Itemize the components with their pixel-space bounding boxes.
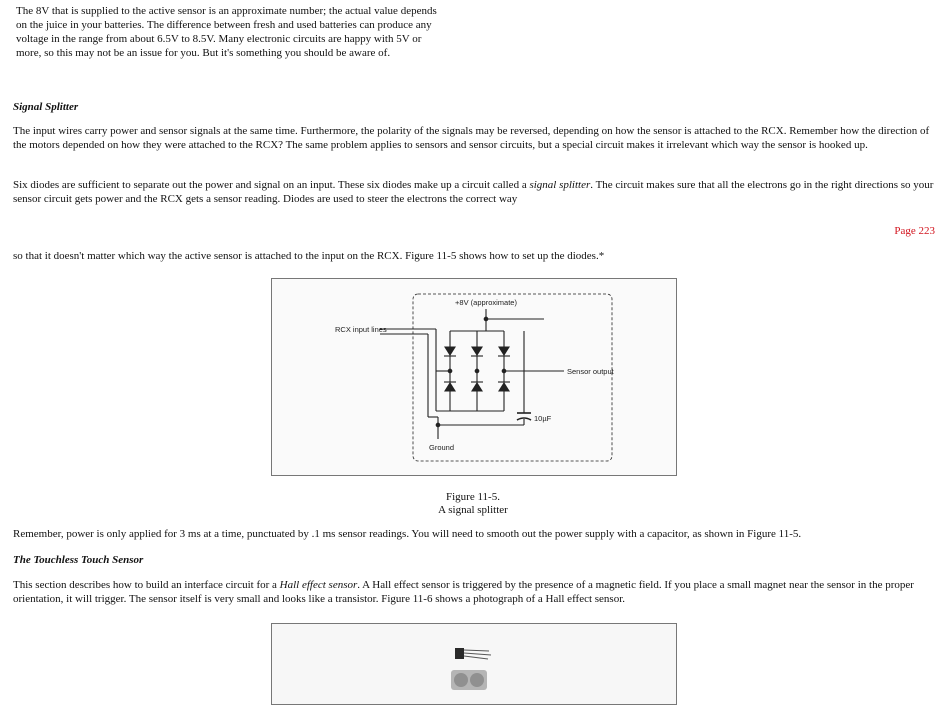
section-heading-signal-splitter: Signal Splitter [13,101,79,113]
paragraph-power: Remember, power is only applied for 3 ms at a time, punctuated by .1 ms sensor readings. You will need to smooth out the power supply with a capacitor, as shown in Figure 11-5. [13,528,802,540]
label-supply: +8V (approximate) [455,298,517,307]
sensor-lead [464,650,489,651]
sensor-lead [464,656,488,659]
junction-dot [484,317,488,321]
page-number: Page 223 [894,225,935,237]
junction-dot [436,423,440,427]
caption-title: A signal splitter [438,504,508,516]
text: . The circuit makes sure that all the electrons go in the right directions so your sensor circuit gets power and the RCX gets a sensor reading. Diodes are used to steer the electrons the correct way [13,179,934,205]
diode-icon [472,383,482,391]
caption-number: Figure 11-5. [446,491,500,503]
magnet [454,673,468,687]
magnet [470,673,484,687]
diode-icon [445,383,455,391]
figure-caption [271,491,675,517]
section-heading-touchless: The Touchless Touch Sensor [13,554,144,566]
sensor-lead [464,653,491,655]
paragraph-hall-effect [13,578,938,606]
label-output: Sensor output [567,367,614,376]
figure-signal-splitter [271,278,677,476]
label-capacitor: 10µF [534,414,552,423]
junction-dot [448,369,452,373]
paragraph-input-wires: The input wires carry power and sensor signals at the same time. Furthermore, the polarity of the signals may be reversed, depending on how the sensor is attached to the RCX. Remember how the direction of the motors depended on how they were attached to the RCX? The same problem applies to sensors and sensor circuits, but a special circuit makes it irrelevant which way the sensor is hooked up. [13,125,930,151]
term-signal-splitter: signal splitter [529,179,591,191]
text: Six diodes are sufficient to separate out the power and signal on an input. These six diodes make up a circuit called a [13,179,530,191]
paragraph-six-diodes [13,178,938,206]
text: . A Hall effect sensor is triggered by the presence of a magnetic field. If you place a small magnet near the sensor in the proper orientation, it will trigger. The sensor itself is very small and looks like a transistor. Figure 11-6 shows a photograph of a Hall effect sensor. [13,579,914,605]
sensor-body [455,648,464,659]
diode-icon [499,347,509,355]
hall-sensor-photo [272,624,676,704]
text: This section describes how to build an interface circuit for a [13,579,280,591]
junction-dot [475,369,479,373]
circuit-diagram [272,279,676,475]
label-ground: Ground [429,443,455,452]
label-input: RCX input lines [335,325,387,334]
paragraph-continued: so that it doesn't matter which way the active sensor is attached to the input on the RCX. Figure 11-5 shows how to set up the diodes.* [13,250,605,262]
diode-icon [445,347,455,355]
diode-icon [499,383,509,391]
intro-note: The 8V that is supplied to the active sensor is an approximate number; the actual value depends on the juice in your batteries. The difference between fresh and used batteries can produce any voltage in the range from about 6.5V to 8.5V. Many electronic circuits are happy with 5V or more, so this may not be an issue for you. But it's something you should be aware of. [16,5,437,59]
figure-hall-sensor-photo [271,623,677,705]
diode-icon [472,347,482,355]
term-hall-effect: Hall effect sensor [279,579,358,591]
